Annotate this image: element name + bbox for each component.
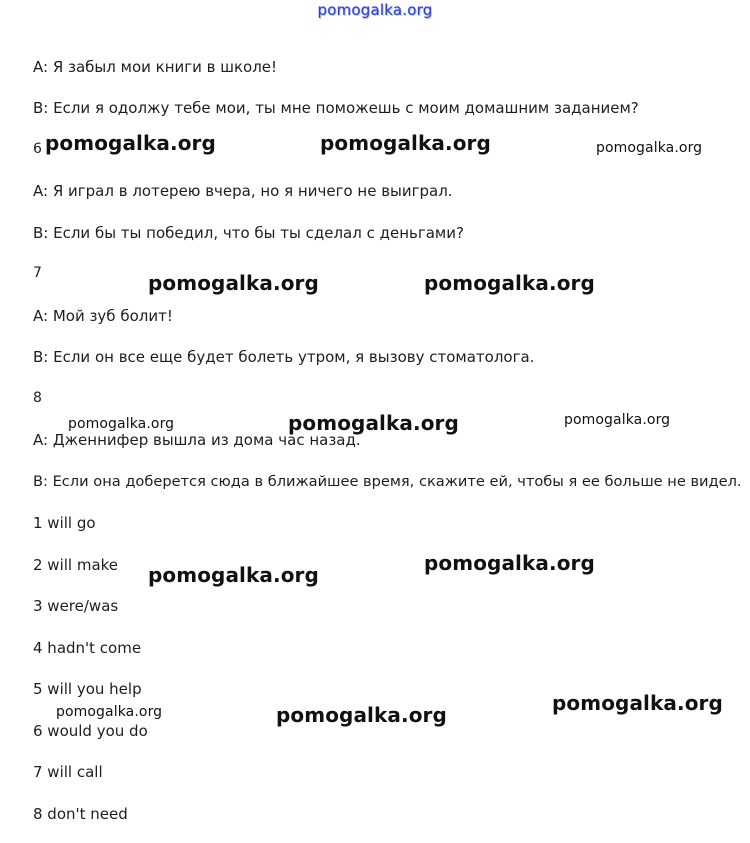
watermark-text: pomogalka.org [552,691,723,715]
answer-item: 1 will go [33,514,96,532]
watermark-text: pomogalka.org [320,131,491,155]
watermark-text: pomogalka.org [276,703,447,727]
site-logo: pomogalka.org [317,1,433,19]
answer-item: 3 were/was [33,597,119,615]
watermark-text: pomogalka.org [148,563,319,587]
dialog-line: A: Дженнифер вышла из дома час назад. [33,431,361,449]
watermark-text: pomogalka.org [424,551,595,575]
item-number: 7 [33,265,42,281]
item-number: 8 [33,390,42,406]
answer-item: 2 will make [33,556,119,574]
watermark-text: pomogalka.org [148,271,319,295]
dialog-line: A: Мой зуб болит! [33,307,173,325]
watermark-text: pomogalka.org [564,412,671,428]
watermark-text: pomogalka.org [288,411,459,435]
dialog-line: B: Если он все еще будет болеть утром, я вызову стоматолога. [33,348,535,366]
dialog-line: A: Я играл в лотерею вчера, но я ничего не выиграл. [33,182,453,200]
dialog-line: B: Если она доберется сюда в ближайшее время, скажите ей, чтобы я ее больше не видел. [33,473,742,490]
answer-item: 4 hadn't come [33,639,142,657]
watermark-text: pomogalka.org [68,416,175,432]
dialog-line: A: Я забыл мои книги в школе! [33,58,278,76]
dialog-line: B: Если я одолжу тебе мои, ты мне поможешь с моим домашним заданием? [33,99,639,117]
answer-item: 7 will call [33,763,103,781]
watermark-text: pomogalka.org [424,271,595,295]
answer-item: 6 would you do [33,722,148,740]
watermark-text: pomogalka.org [45,131,216,155]
item-number: 6 [33,141,42,157]
dialog-line: B: Если бы ты победил, что бы ты сделал с деньгами? [33,224,464,242]
watermark-text: pomogalka.org [56,704,163,720]
answer-item: 5 will you help [33,680,142,698]
watermark-text: pomogalka.org [596,140,703,156]
answer-item: 8 don't need [33,805,128,823]
